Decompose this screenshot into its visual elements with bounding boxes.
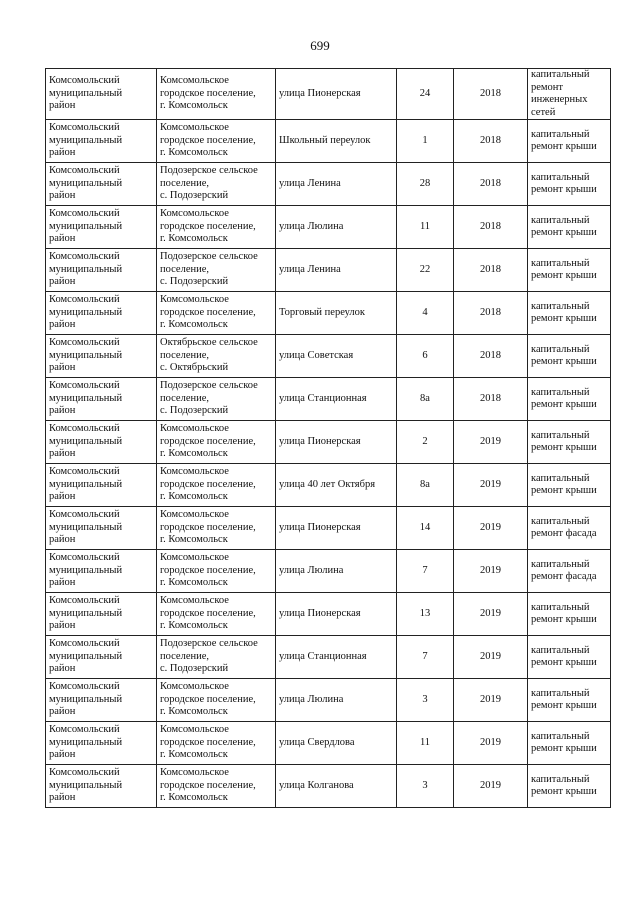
street-cell bbox=[276, 206, 397, 249]
house-number-cell bbox=[397, 464, 454, 507]
district-cell-text: Комсомольский муниципальный район bbox=[49, 552, 123, 589]
house-number-cell bbox=[397, 335, 454, 378]
street-cell bbox=[276, 163, 397, 206]
house-number-cell-text: 24 bbox=[419, 87, 431, 99]
work-type-cell-text: капитальный ремонт фасада bbox=[531, 515, 597, 539]
work-type-cell bbox=[528, 378, 611, 421]
year-cell bbox=[454, 722, 528, 765]
year-cell bbox=[454, 292, 528, 335]
district-cell-text: Комсомольский муниципальный район bbox=[49, 380, 123, 417]
street-cell-text: улица Пионерская bbox=[279, 521, 361, 533]
settlement-cell bbox=[157, 120, 276, 163]
table-row bbox=[46, 722, 611, 765]
settlement-cell bbox=[157, 163, 276, 206]
table-row bbox=[46, 69, 611, 120]
street-cell bbox=[276, 679, 397, 722]
house-number-cell bbox=[397, 69, 454, 120]
year-cell bbox=[454, 765, 528, 808]
street-cell-text: улица Ленина bbox=[279, 177, 341, 189]
house-number-cell bbox=[397, 206, 454, 249]
work-type-cell bbox=[528, 507, 611, 550]
district-cell-text: Комсомольский муниципальный район bbox=[49, 122, 123, 159]
district-cell-text: Комсомольский муниципальный район bbox=[49, 251, 123, 288]
work-type-cell bbox=[528, 765, 611, 808]
work-type-cell-text: капитальный ремонт крыши bbox=[531, 128, 597, 152]
settlement-cell bbox=[157, 249, 276, 292]
year-cell-text: 2018 bbox=[480, 263, 501, 275]
year-cell-text: 2019 bbox=[480, 650, 501, 662]
settlement-cell-text: Подозерское сельское поселение, с. Подозерский bbox=[160, 165, 258, 202]
page-number: 699 bbox=[310, 38, 330, 53]
district-cell-text: Комсомольский муниципальный район bbox=[49, 337, 123, 374]
year-cell bbox=[454, 163, 528, 206]
street-cell-text: улица 40 лет Октября bbox=[279, 478, 376, 490]
work-type-cell-text: капитальный ремонт крыши bbox=[531, 472, 597, 496]
district-cell bbox=[46, 421, 157, 464]
street-cell-text: улица Советская bbox=[279, 349, 354, 361]
work-type-cell-text: капитальный ремонт крыши bbox=[531, 429, 597, 453]
table-row bbox=[46, 679, 611, 722]
settlement-cell bbox=[157, 593, 276, 636]
street-cell-text: улица Люлина bbox=[279, 220, 344, 232]
street-cell bbox=[276, 335, 397, 378]
street-cell bbox=[276, 550, 397, 593]
district-cell bbox=[46, 593, 157, 636]
house-number-cell bbox=[397, 722, 454, 765]
street-cell bbox=[276, 593, 397, 636]
district-cell-text: Комсомольский муниципальный район bbox=[49, 724, 123, 761]
year-cell-text: 2018 bbox=[480, 177, 501, 189]
street-cell bbox=[276, 464, 397, 507]
work-type-cell bbox=[528, 679, 611, 722]
district-cell bbox=[46, 120, 157, 163]
street-cell bbox=[276, 722, 397, 765]
house-number-cell-text: 1 bbox=[422, 134, 428, 146]
settlement-cell-text: Комсомольское городское поселение, г. Комсомольск bbox=[160, 509, 256, 546]
table-row bbox=[46, 292, 611, 335]
district-cell bbox=[46, 507, 157, 550]
table-row bbox=[46, 636, 611, 679]
work-type-cell bbox=[528, 421, 611, 464]
house-number-cell bbox=[397, 593, 454, 636]
settlement-cell-text: Комсомольское городское поселение, г. Комсомольск bbox=[160, 767, 256, 804]
street-cell bbox=[276, 69, 397, 120]
district-cell bbox=[46, 249, 157, 292]
work-type-cell-text: капитальный ремонт крыши bbox=[531, 171, 597, 195]
settlement-cell-text: Комсомольское городское поселение, г. Комсомольск bbox=[160, 466, 256, 503]
district-cell-text: Комсомольский муниципальный район bbox=[49, 509, 123, 546]
work-type-cell-text: капитальный ремонт крыши bbox=[531, 386, 597, 410]
house-number-cell-text: 22 bbox=[419, 263, 431, 275]
work-type-cell bbox=[528, 163, 611, 206]
year-cell-text: 2018 bbox=[480, 87, 501, 99]
district-cell bbox=[46, 722, 157, 765]
work-type-cell-text: капитальный ремонт крыши bbox=[531, 214, 597, 238]
year-cell-text: 2018 bbox=[480, 349, 501, 361]
settlement-cell-text: Комсомольское городское поселение, г. Комсомольск bbox=[160, 122, 256, 159]
work-type-cell bbox=[528, 550, 611, 593]
district-cell bbox=[46, 765, 157, 808]
house-number-cell-text: 6 bbox=[422, 349, 428, 361]
table-body bbox=[46, 69, 611, 808]
settlement-cell-text: Комсомольское городское поселение, г. Комсомольск bbox=[160, 294, 256, 331]
house-number-cell bbox=[397, 163, 454, 206]
settlement-cell bbox=[157, 421, 276, 464]
year-cell-text: 2019 bbox=[480, 693, 501, 705]
year-cell-text: 2019 bbox=[480, 521, 501, 533]
settlement-cell-text: Комсомольское городское поселение, г. Комсомольск bbox=[160, 552, 256, 589]
table-row bbox=[46, 464, 611, 507]
year-cell bbox=[454, 120, 528, 163]
year-cell-text: 2018 bbox=[480, 220, 501, 232]
work-type-cell bbox=[528, 292, 611, 335]
street-cell-text: улица Колганова bbox=[279, 779, 354, 791]
street-cell-text: Школьный переулок bbox=[279, 134, 371, 146]
year-cell-text: 2018 bbox=[480, 134, 501, 146]
house-number-cell-text: 3 bbox=[422, 779, 428, 791]
settlement-cell bbox=[157, 292, 276, 335]
work-type-cell-text: капитальный ремонт крыши bbox=[531, 257, 597, 281]
work-type-cell-text: капитальный ремонт крыши bbox=[531, 343, 597, 367]
year-cell bbox=[454, 206, 528, 249]
table-row bbox=[46, 335, 611, 378]
district-cell bbox=[46, 550, 157, 593]
house-number-cell bbox=[397, 765, 454, 808]
house-number-cell bbox=[397, 679, 454, 722]
year-cell bbox=[454, 464, 528, 507]
year-cell-text: 2019 bbox=[480, 736, 501, 748]
settlement-cell bbox=[157, 722, 276, 765]
work-type-cell bbox=[528, 335, 611, 378]
table-row bbox=[46, 378, 611, 421]
work-type-cell bbox=[528, 206, 611, 249]
settlement-cell bbox=[157, 507, 276, 550]
settlement-cell bbox=[157, 378, 276, 421]
year-cell-text: 2019 bbox=[480, 435, 501, 447]
table-row bbox=[46, 550, 611, 593]
settlement-cell-text: Подозерское сельское поселение, с. Подозерский bbox=[160, 251, 258, 288]
work-type-cell-text: капитальный ремонт инженерных сетей bbox=[531, 69, 590, 118]
table-row bbox=[46, 206, 611, 249]
street-cell-text: улица Пионерская bbox=[279, 435, 361, 447]
district-cell-text: Комсомольский муниципальный район bbox=[49, 638, 123, 675]
district-cell-text: Комсомольский муниципальный район bbox=[49, 75, 123, 112]
work-type-cell-text: капитальный ремонт крыши bbox=[531, 601, 597, 625]
district-cell-text: Комсомольский муниципальный район bbox=[49, 681, 123, 718]
district-cell-text: Комсомольский муниципальный район bbox=[49, 423, 123, 460]
house-number-cell bbox=[397, 550, 454, 593]
table-row bbox=[46, 421, 611, 464]
settlement-cell bbox=[157, 206, 276, 249]
year-cell bbox=[454, 507, 528, 550]
street-cell bbox=[276, 636, 397, 679]
district-cell bbox=[46, 464, 157, 507]
house-number-cell-text: 2 bbox=[422, 435, 428, 447]
district-cell bbox=[46, 679, 157, 722]
work-type-cell-text: капитальный ремонт фасада bbox=[531, 558, 597, 582]
district-cell-text: Комсомольский муниципальный район bbox=[49, 466, 123, 503]
house-number-cell-text: 8а bbox=[420, 392, 430, 404]
table-row bbox=[46, 593, 611, 636]
year-cell bbox=[454, 550, 528, 593]
district-cell bbox=[46, 335, 157, 378]
year-cell bbox=[454, 636, 528, 679]
year-cell bbox=[454, 593, 528, 636]
year-cell-text: 2018 bbox=[480, 392, 501, 404]
year-cell-text: 2019 bbox=[480, 478, 501, 490]
house-number-cell-text: 4 bbox=[422, 306, 428, 318]
work-type-cell-text: капитальный ремонт крыши bbox=[531, 687, 597, 711]
year-cell bbox=[454, 378, 528, 421]
table-row bbox=[46, 163, 611, 206]
district-cell-text: Комсомольский муниципальный район bbox=[49, 208, 123, 245]
district-cell-text: Комсомольский муниципальный район bbox=[49, 767, 123, 804]
house-number-cell-text: 7 bbox=[422, 650, 428, 662]
year-cell bbox=[454, 679, 528, 722]
settlement-cell-text: Комсомольское городское поселение, г. Комсомольск bbox=[160, 595, 256, 632]
year-cell-text: 2019 bbox=[480, 564, 501, 576]
year-cell bbox=[454, 421, 528, 464]
work-type-cell-text: капитальный ремонт крыши bbox=[531, 300, 597, 324]
settlement-cell-text: Комсомольское городское поселение, г. Комсомольск bbox=[160, 681, 256, 718]
street-cell bbox=[276, 421, 397, 464]
street-cell bbox=[276, 120, 397, 163]
settlement-cell-text: Комсомольское городское поселение, г. Комсомольск bbox=[160, 423, 256, 460]
settlement-cell bbox=[157, 69, 276, 120]
house-number-cell bbox=[397, 120, 454, 163]
street-cell-text: улица Станционная bbox=[279, 650, 367, 662]
settlement-cell bbox=[157, 335, 276, 378]
house-number-cell-text: 8а bbox=[420, 478, 430, 490]
house-number-cell-text: 13 bbox=[419, 607, 431, 619]
work-type-cell bbox=[528, 722, 611, 765]
house-number-cell-text: 11 bbox=[419, 736, 431, 748]
table-row bbox=[46, 765, 611, 808]
district-cell-text: Комсомольский муниципальный район bbox=[49, 165, 123, 202]
settlement-cell-text: Подозерское сельское поселение, с. Подозерский bbox=[160, 380, 258, 417]
district-cell-text: Комсомольский муниципальный район bbox=[49, 595, 123, 632]
year-cell bbox=[454, 335, 528, 378]
settlement-cell-text: Комсомольское городское поселение, г. Комсомольск bbox=[160, 208, 256, 245]
work-type-cell bbox=[528, 593, 611, 636]
house-number-cell-text: 28 bbox=[419, 177, 431, 189]
year-cell-text: 2018 bbox=[480, 306, 501, 318]
street-cell-text: улица Люлина bbox=[279, 693, 344, 705]
settlement-cell-text: Комсомольское городское поселение, г. Комсомольск bbox=[160, 75, 256, 112]
district-cell bbox=[46, 69, 157, 120]
settlement-cell bbox=[157, 765, 276, 808]
settlement-cell-text: Октябрьское сельское поселение, с. Октябрьский bbox=[160, 337, 258, 374]
street-cell-text: улица Свердлова bbox=[279, 736, 355, 748]
year-cell-text: 2019 bbox=[480, 607, 501, 619]
street-cell-text: улица Люлина bbox=[279, 564, 344, 576]
work-type-cell-text: капитальный ремонт крыши bbox=[531, 730, 597, 754]
house-number-cell bbox=[397, 292, 454, 335]
house-number-cell-text: 7 bbox=[422, 564, 428, 576]
district-cell bbox=[46, 292, 157, 335]
street-cell-text: улица Станционная bbox=[279, 392, 367, 404]
year-cell-text: 2019 bbox=[480, 779, 501, 791]
street-cell-text: улица Ленина bbox=[279, 263, 341, 275]
work-type-cell-text: капитальный ремонт крыши bbox=[531, 773, 597, 797]
settlement-cell bbox=[157, 679, 276, 722]
table-row bbox=[46, 249, 611, 292]
district-cell bbox=[46, 378, 157, 421]
year-cell bbox=[454, 69, 528, 120]
house-number-cell bbox=[397, 378, 454, 421]
settlement-cell-text: Комсомольское городское поселение, г. Комсомольск bbox=[160, 724, 256, 761]
work-type-cell bbox=[528, 636, 611, 679]
work-type-cell bbox=[528, 464, 611, 507]
street-cell bbox=[276, 378, 397, 421]
settlement-cell bbox=[157, 636, 276, 679]
settlement-cell bbox=[157, 464, 276, 507]
house-number-cell bbox=[397, 636, 454, 679]
street-cell-text: Торговый переулок bbox=[279, 306, 365, 318]
house-number-cell bbox=[397, 507, 454, 550]
house-number-cell-text: 14 bbox=[419, 521, 431, 533]
street-cell-text: улица Пионерская bbox=[279, 607, 361, 619]
table-row bbox=[46, 120, 611, 163]
work-type-cell-text: капитальный ремонт крыши bbox=[531, 644, 597, 668]
district-cell bbox=[46, 636, 157, 679]
street-cell bbox=[276, 765, 397, 808]
settlement-cell-text: Подозерское сельское поселение, с. Подозерский bbox=[160, 638, 258, 675]
street-cell bbox=[276, 507, 397, 550]
work-type-cell bbox=[528, 69, 611, 120]
year-cell bbox=[454, 249, 528, 292]
work-type-cell bbox=[528, 249, 611, 292]
street-cell bbox=[276, 292, 397, 335]
district-cell bbox=[46, 206, 157, 249]
settlement-cell bbox=[157, 550, 276, 593]
house-number-cell bbox=[397, 421, 454, 464]
table-row bbox=[46, 507, 611, 550]
district-cell bbox=[46, 163, 157, 206]
house-number-cell bbox=[397, 249, 454, 292]
street-cell bbox=[276, 249, 397, 292]
work-type-cell bbox=[528, 120, 611, 163]
district-cell-text: Комсомольский муниципальный район bbox=[49, 294, 123, 331]
street-cell-text: улица Пионерская bbox=[279, 87, 361, 99]
house-number-cell-text: 3 bbox=[422, 693, 428, 705]
house-number-cell-text: 11 bbox=[419, 220, 431, 232]
repair-schedule-table bbox=[45, 68, 611, 808]
